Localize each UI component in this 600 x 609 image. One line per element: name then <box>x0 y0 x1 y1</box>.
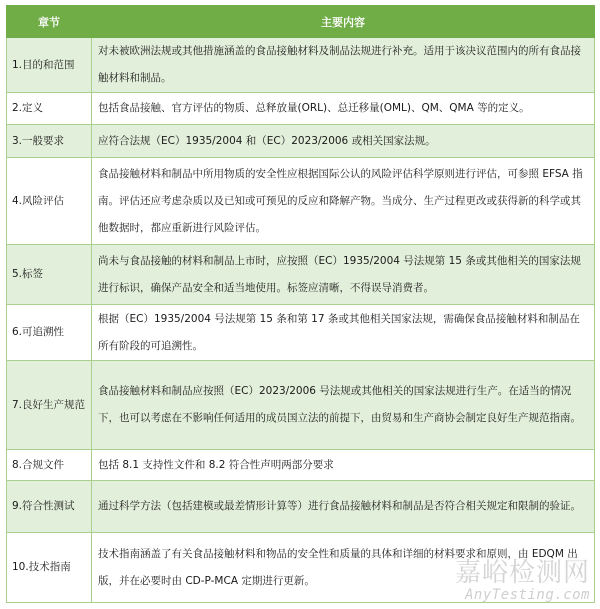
section-cell: 10.技术指南 <box>7 533 92 603</box>
content-cell: 技术指南涵盖了有关食品接触材料和物品的安全性和质量的具体和详细的材料要求和原则，由 EDQM 出版，并在必要时由 CD-P-MCA 定期进行更新。 <box>92 533 595 603</box>
section-cell: 5.标签 <box>7 245 92 305</box>
content-cell: 通过科学方法（包括建模或最差情形计算等）进行食品接触材料和制品是否符合相关规定和限制的验证。 <box>92 481 595 533</box>
content-cell: 对未被欧洲法规或其他措施涵盖的食品接触材料及制品法规进行补充。适用于该决议范围内的所有食品接触材料和制品。 <box>92 38 595 93</box>
table-row <box>7 361 595 450</box>
section-cell: 8.合规文件 <box>7 450 92 481</box>
table-row <box>7 38 595 93</box>
section-cell: 7.良好生产规范 <box>7 361 92 450</box>
content-cell: 包括 8.1 支持性文件和 8.2 符合性声明两部分要求 <box>92 450 595 481</box>
section-cell: 6.可追溯性 <box>7 305 92 361</box>
content-cell: 食品接触材料和制品应按照（EC）2023/2006 号法规或其他相关的国家法规进行生产。在适当的情况下，也可以考虑在不影响任何适用的成员国立法的前提下，由贸易和生产商协会制定良好生产规范指南。 <box>92 361 595 450</box>
header-main-content: 主要内容 <box>92 6 595 38</box>
table-row <box>7 245 595 305</box>
table-row <box>7 305 595 361</box>
content-cell: 包括食品接触、官方评估的物质、总释放量(ORL)、总迁移量(OML)、QM、QMA 等的定义。 <box>92 93 595 125</box>
regulation-summary-table <box>6 5 595 603</box>
header-section: 章节 <box>7 6 92 38</box>
watermark-english-text: AnyTesting.com <box>464 587 590 603</box>
content-cell: 尚未与食品接触的材料和制品上市时，应按照（EC）1935/2004 号法规第 15 条或其他相关的国家法规进行标识，确保产品安全和适当地使用。标签应清晰，不得误导消费者。 <box>92 245 595 305</box>
section-cell: 2.定义 <box>7 93 92 125</box>
content-cell: 根据（EC）1935/2004 号法规第 15 条和第 17 条或其他相关国家法规，需确保食品接触材料和制品在所有阶段的可追溯性。 <box>92 305 595 361</box>
content-cell: 应符合法规（EC）1935/2004 和（EC）2023/2006 或相关国家法规。 <box>92 125 595 158</box>
watermark-chinese-text: 嘉峪检测网 <box>454 558 590 588</box>
section-cell: 4.风险评估 <box>7 158 92 245</box>
table-row <box>7 125 595 158</box>
table-row <box>7 533 595 603</box>
section-cell: 1.目的和范围 <box>7 38 92 93</box>
regulation-table-container <box>6 5 594 603</box>
table-row <box>7 450 595 481</box>
section-cell: 9.符合性测试 <box>7 481 92 533</box>
content-cell: 食品接触材料和制品中所用物质的安全性应根据国际公认的风险评估科学原则进行评估，可参照 EFSA 指南。评估还应考虑杂质以及已知或可预见的反应和降解产物。当成分、生产过程更改或获得新的科学或其他数据时，都应重新进行风险评估。 <box>92 158 595 245</box>
table-row <box>7 93 595 125</box>
section-cell: 3.一般要求 <box>7 125 92 158</box>
table-row <box>7 158 595 245</box>
table-header-row <box>7 6 595 38</box>
table-row <box>7 481 595 533</box>
